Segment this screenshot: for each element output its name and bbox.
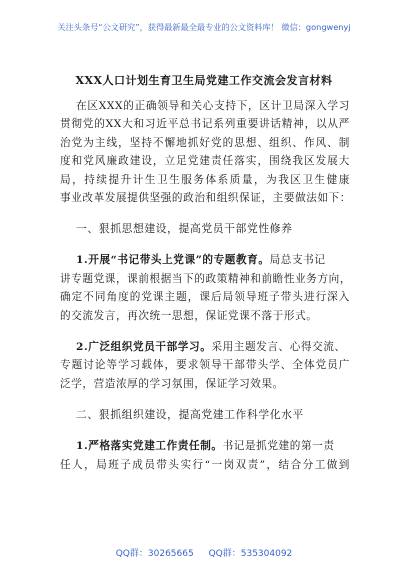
document-title: XXX人口计划生育卫生局党建工作交流会发言材料	[75, 74, 333, 87]
footer-qq-group-2: QQ群：535304092	[208, 549, 293, 559]
section-heading-1: 一、狠抓思想建设，提高党员干部党性修养	[76, 222, 293, 235]
item-2-line-3: 泛学，营造浓厚的学习氛围，保证学习效果。	[60, 378, 284, 390]
header-banner: 关注头条号“公文研究”，获得最新最全最专业的公文资料库！ 微信：gongwenyj	[57, 22, 351, 32]
item-3-title: 1.严格落实党建工作责任制。	[76, 440, 223, 452]
item-2-first-line	[76, 340, 350, 354]
intro-line-5: 局，持续提升计生卫生服务体系质量，为我区卫生健康	[60, 174, 350, 186]
item-1-line-3: 确定不同角度的党课主题，课后局领导班子带头进行深入	[60, 291, 350, 303]
item-3-first-text: 书记是抓党建的第一责	[222, 440, 335, 452]
item-2-first-text: 采用主题发言、心得交流、	[211, 341, 346, 353]
footer-qq-group-1: QQ群：30265665	[115, 549, 194, 559]
item-1-line-2: 讲专题党课，课前根据当下的政策精神和前瞻性业务方向，	[60, 273, 352, 285]
item-1-line-4: 的交流发言，再次统一思想，保证党课不落于形式。	[60, 310, 318, 322]
item-3-line-2: 任人，局班子成员带头实行“一岗双责”，结合分工做到	[60, 459, 350, 471]
item-2-line-2: 专题讨论等学习载体，要求领导干部带头学、全体党员广	[60, 359, 350, 371]
item-1-title: 1.开展“书记带头上党课”的专题教育。	[76, 254, 270, 266]
intro-line-4: 度和党风廉政建设，立足党建责任落实，围绕我区发展大	[60, 155, 350, 167]
intro-line-3: 治党为主线，坚持不懈地抓好党的思想、组织、作风、制	[60, 137, 350, 149]
intro-line-2: 贯彻党的XX大和习近平总书记系列重要讲话精神，以从严	[60, 118, 350, 130]
item-2-title: 2.广泛组织党员干部学习。	[76, 341, 212, 353]
intro-line-6: 事业改革发展提供坚强的政治和组织保证，主要做法如下：	[60, 192, 352, 204]
intro-line-1: 在区XXX的正确领导和关心支持下，区计卫局深入学习	[76, 100, 350, 112]
item-3-first-line	[76, 439, 350, 453]
footer-qq-groups	[0, 546, 408, 559]
item-1-first-line	[76, 253, 350, 267]
item-1-first-text: 局总支书记	[269, 254, 326, 266]
section-heading-2: 二、狠抓组织建设，提高党建工作科学化水平	[76, 408, 304, 421]
